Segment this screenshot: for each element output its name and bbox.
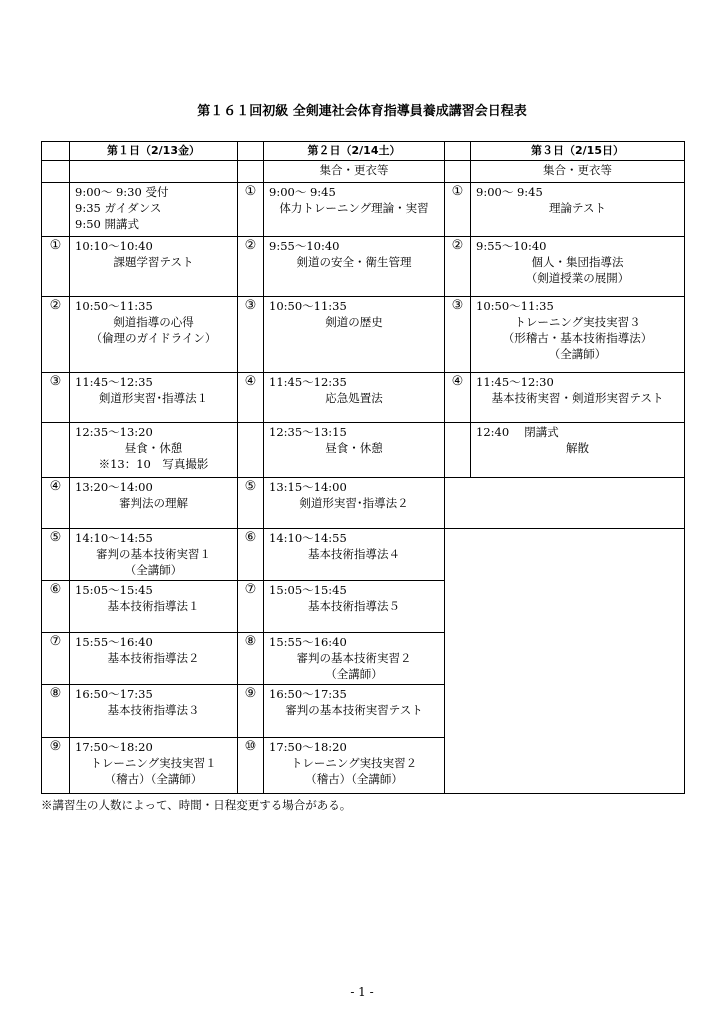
session-time: 11:45～12:30 bbox=[476, 375, 554, 389]
session-number: ⑦ bbox=[238, 581, 264, 633]
session-number: ② bbox=[238, 237, 264, 297]
session-title: 基本技術指導法２ bbox=[107, 651, 200, 665]
session-cell bbox=[264, 529, 445, 581]
session-number: ③ bbox=[238, 297, 264, 373]
session-time: 14:10～14:55 bbox=[269, 531, 347, 545]
session-cell bbox=[264, 373, 445, 423]
session-time: 9:55～10:40 bbox=[269, 239, 340, 253]
session-number: ⑨ bbox=[42, 738, 70, 794]
session-title: 解散 bbox=[566, 441, 589, 455]
session-title: （倫理のガイドライン） bbox=[90, 331, 217, 345]
header-row bbox=[42, 142, 685, 161]
session-cell bbox=[264, 297, 445, 373]
session-cell bbox=[70, 633, 238, 685]
session-title: トレーニング実技実習３ bbox=[514, 315, 641, 329]
session-cell bbox=[264, 581, 445, 633]
session-time: 15:55～16:40 bbox=[269, 635, 347, 649]
session-number: ⑥ bbox=[42, 581, 70, 633]
session-cell bbox=[471, 183, 685, 237]
session-time: 9:55～10:40 bbox=[476, 239, 547, 253]
session-title: （全講師） bbox=[124, 563, 183, 577]
session-title: （稽古）（全講師） bbox=[104, 772, 203, 786]
session-cell bbox=[471, 297, 685, 373]
session-title: 昼食・休憩 bbox=[325, 441, 383, 455]
session-title: 9:35 ガイダンス bbox=[75, 201, 162, 215]
session-time: 12:40 閉講式 bbox=[476, 425, 559, 439]
session-title: 審判の基本技術実習２ bbox=[296, 651, 412, 665]
session-cell bbox=[471, 373, 685, 423]
session-title: 理論テスト bbox=[548, 201, 607, 215]
session-time: 9:00～ 9:45 bbox=[476, 185, 543, 199]
session-time: 14:10～14:55 bbox=[75, 531, 153, 545]
session-cell bbox=[70, 738, 238, 794]
session-time: 9:00～ 9:45 bbox=[269, 185, 336, 199]
session-cell bbox=[471, 423, 685, 478]
schedule-row bbox=[42, 237, 685, 297]
session-cell bbox=[70, 423, 238, 478]
session-number: ⑤ bbox=[42, 529, 70, 581]
session-title: 昼食・休憩 bbox=[124, 441, 183, 455]
schedule-row bbox=[42, 423, 685, 478]
session-time: 12:35～13:20 bbox=[75, 425, 153, 439]
session-time: 9:00～ 9:30 受付 bbox=[75, 185, 169, 199]
header-day-1: 第１日（2/13金） bbox=[70, 142, 238, 161]
session-time: 11:45～12:35 bbox=[75, 375, 153, 389]
session-title: トレーニング実技実習２ bbox=[290, 756, 418, 770]
empty-cell bbox=[445, 529, 685, 794]
session-time: 10:10～10:40 bbox=[75, 239, 153, 253]
session-title: 個人・集団指導法 bbox=[531, 255, 624, 269]
session-cell bbox=[264, 423, 445, 478]
session-time: 10:50～11:35 bbox=[476, 299, 554, 313]
session-number: ⑦ bbox=[42, 633, 70, 685]
session-title: 基本技術指導法３ bbox=[107, 703, 200, 717]
session-number bbox=[445, 423, 471, 478]
session-title: 体力トレーニング理論・実習 bbox=[279, 201, 429, 215]
session-number: ① bbox=[238, 183, 264, 237]
session-time: 13:15～14:00 bbox=[269, 480, 347, 494]
session-time: 13:20～14:00 bbox=[75, 480, 153, 494]
session-cell bbox=[70, 373, 238, 423]
session-number: ⑤ bbox=[238, 478, 264, 529]
gather-row bbox=[42, 161, 685, 183]
session-title: （剣道授業の展開） bbox=[525, 271, 630, 285]
session-number bbox=[42, 423, 70, 478]
session-number: ③ bbox=[42, 373, 70, 423]
session-cell bbox=[70, 581, 238, 633]
session-time: 17:50～18:20 bbox=[75, 740, 153, 754]
session-cell bbox=[471, 237, 685, 297]
session-time: 15:55～16:40 bbox=[75, 635, 153, 649]
page-title: 第１６１回初級 全剣連社会体育指導員養成講習会日程表 bbox=[197, 104, 527, 119]
schedule-row bbox=[42, 297, 685, 373]
session-title: 剣道形実習･指導法２ bbox=[299, 496, 409, 510]
session-cell bbox=[264, 237, 445, 297]
session-cell bbox=[264, 478, 445, 529]
session-title: （形稽古・基本技術指導法） bbox=[502, 331, 653, 345]
session-cell bbox=[70, 297, 238, 373]
session-title: 基本技術実習・剣道形実習テスト bbox=[491, 391, 664, 405]
session-time: 11:45～12:35 bbox=[269, 375, 347, 389]
session-title: 基本技術指導法４ bbox=[308, 547, 400, 561]
session-time: 15:05～15:45 bbox=[269, 583, 347, 597]
schedule-row bbox=[42, 183, 685, 237]
page-number: - 1 - bbox=[350, 985, 374, 999]
session-title: （全講師） bbox=[325, 667, 383, 681]
session-title: 基本技術指導法１ bbox=[107, 599, 200, 613]
schedule-table bbox=[41, 141, 685, 794]
session-number bbox=[42, 183, 70, 237]
session-title: ※13：10 写真撮影 bbox=[98, 457, 209, 471]
session-title: 課題学習テスト bbox=[113, 255, 194, 269]
schedule-row bbox=[42, 373, 685, 423]
session-title: 剣道指導の心得 bbox=[113, 315, 194, 329]
session-title: 審判の基本技術実習１ bbox=[96, 547, 211, 561]
session-time: 16:50～17:35 bbox=[75, 687, 153, 701]
session-number bbox=[238, 423, 264, 478]
session-cell bbox=[70, 529, 238, 581]
session-number: ② bbox=[42, 297, 70, 373]
session-number: ④ bbox=[42, 478, 70, 529]
session-number: ④ bbox=[445, 373, 471, 423]
session-time: 10:50～11:35 bbox=[75, 299, 153, 313]
header-num-3 bbox=[445, 142, 471, 161]
session-title: 剣道の安全・衛生管理 bbox=[296, 255, 412, 269]
session-cell bbox=[264, 183, 445, 237]
session-title: （全講師） bbox=[548, 347, 607, 361]
session-title: （稽古）（全講師） bbox=[305, 772, 403, 786]
session-cell bbox=[70, 237, 238, 297]
session-cell bbox=[264, 633, 445, 685]
session-title: 剣道の歴史 bbox=[325, 315, 383, 329]
session-title: 審判法の理解 bbox=[119, 496, 188, 510]
session-number: ⑧ bbox=[238, 633, 264, 685]
session-number: ⑨ bbox=[238, 685, 264, 738]
header-num-1 bbox=[42, 142, 70, 161]
session-number: ③ bbox=[445, 297, 471, 373]
schedule-row bbox=[42, 478, 685, 529]
session-title: 9:50 開講式 bbox=[75, 217, 139, 231]
gather-day-2: 集合・更衣等 bbox=[264, 161, 445, 183]
session-time: 10:50～11:35 bbox=[269, 299, 347, 313]
empty-cell bbox=[445, 478, 685, 529]
schedule-row bbox=[42, 529, 685, 581]
session-time: 12:35～13:15 bbox=[269, 425, 347, 439]
header-day-2: 第２日（2/14土） bbox=[264, 142, 445, 161]
gather-day-3: 集合・更衣等 bbox=[471, 161, 685, 183]
session-title: トレーニング実技実習１ bbox=[90, 756, 217, 770]
session-number: ⑩ bbox=[238, 738, 264, 794]
session-number: ① bbox=[42, 237, 70, 297]
session-cell bbox=[264, 738, 445, 794]
session-time: 17:50～18:20 bbox=[269, 740, 347, 754]
session-cell bbox=[70, 685, 238, 738]
session-title: 審判の基本技術実習テスト bbox=[285, 703, 423, 717]
session-time: 16:50～17:35 bbox=[269, 687, 347, 701]
session-cell bbox=[264, 685, 445, 738]
session-cell bbox=[70, 183, 238, 237]
session-number: ④ bbox=[238, 373, 264, 423]
session-number: ⑥ bbox=[238, 529, 264, 581]
footnote: ※講習生の人数によって、時間・日程変更する場合がある。 bbox=[41, 798, 352, 812]
session-title: 応急処置法 bbox=[325, 391, 383, 405]
session-cell bbox=[70, 478, 238, 529]
session-title: 基本技術指導法５ bbox=[308, 599, 400, 613]
session-number: ② bbox=[445, 237, 471, 297]
session-number: ① bbox=[445, 183, 471, 237]
header-num-2 bbox=[238, 142, 264, 161]
session-number: ⑧ bbox=[42, 685, 70, 738]
session-time: 15:05～15:45 bbox=[75, 583, 153, 597]
session-title: 剣道形実習･指導法１ bbox=[98, 391, 209, 405]
header-day-3: 第３日（2/15日） bbox=[471, 142, 685, 161]
